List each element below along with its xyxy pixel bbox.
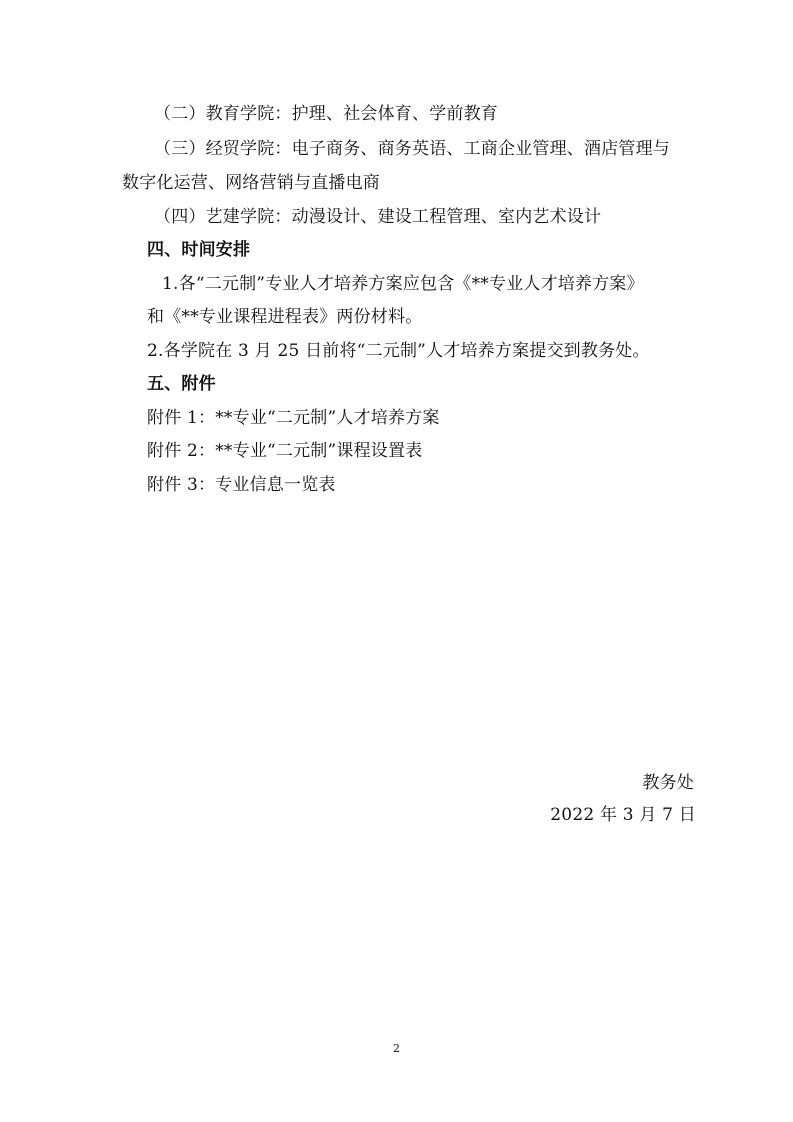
college-education: （二）教育学院：护理、社会体育、学前教育 [154,104,498,124]
attachment-3: 附件 3：专业信息一览表 [147,475,336,495]
schedule-item-1: 1.各“二元制”专业人才培养方案应包含《**专业人才培养方案》 [162,274,644,294]
signature-office: 教务处 [642,773,694,793]
signature-date: 2022 年 3 月 7 日 [550,805,696,825]
college-economics-trade: （三）经贸学院：电子商务、商务英语、工商企业管理、酒店管理与 [154,139,670,159]
schedule-item-2: 2.各学院在 3 月 25 日前将“二元制”人才培养方案提交到教务处。 [147,341,650,361]
schedule-item-1-continued: 和《**专业课程进程表》两份材料。 [147,307,423,327]
section-heading-schedule: 四、时间安排 [147,240,251,260]
attachment-2: 附件 2：**专业“二元制”课程设置表 [147,441,423,461]
section-heading-attachments: 五、附件 [147,374,216,394]
attachment-1: 附件 1：**专业“二元制”人才培养方案 [147,408,440,428]
college-arts-architecture: （四）艺建学院：动漫设计、建设工程管理、室内艺术设计 [154,207,602,227]
college-economics-trade-continued: 数字化运营、网络营销与直播电商 [122,173,380,193]
page-number: 2 [393,1042,400,1055]
